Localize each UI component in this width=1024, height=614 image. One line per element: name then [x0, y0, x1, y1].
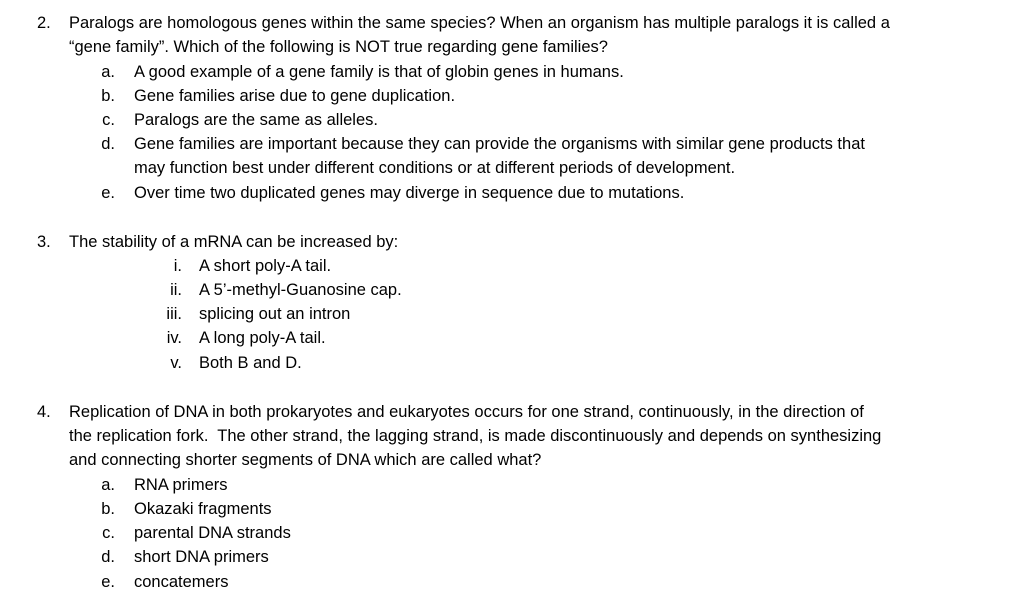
question-text: The stability of a mRNA can be increased by:	[69, 233, 399, 251]
option-label: v.	[170, 354, 182, 372]
option-text: concatemers	[134, 573, 229, 591]
option-label: ii.	[170, 281, 182, 299]
option-text: short DNA primers	[134, 548, 269, 566]
option-label: d.	[101, 135, 115, 153]
option-label: a.	[101, 63, 115, 81]
option-text: Gene families are important because they can provide the organisms with similar gene products that	[134, 135, 865, 153]
option-label: iii.	[166, 305, 182, 323]
question-number: 2.	[37, 14, 51, 32]
question-text: Replication of DNA in both prokaryotes and eukaryotes occurs for one strand, continuously, in the direction of	[69, 403, 864, 421]
option-text: A long poly-A tail.	[199, 329, 326, 347]
option-text: Okazaki fragments	[134, 500, 272, 518]
option-label: b.	[101, 500, 115, 518]
question-text: the replication fork. The other strand, the lagging strand, is made discontinuously and depends on synthesizing	[69, 427, 882, 445]
option-text: may function best under different conditions or at different periods of development.	[134, 159, 736, 177]
option-text: A good example of a gene family is that of globin genes in humans.	[134, 63, 624, 81]
option-label: e.	[101, 184, 115, 202]
question-number: 4.	[37, 403, 51, 421]
option-text: Gene families arise due to gene duplication.	[134, 87, 456, 105]
question-text: and connecting shorter segments of DNA which are called what?	[69, 451, 542, 469]
option-label: e.	[101, 573, 115, 591]
option-label: c.	[102, 111, 115, 129]
option-label: b.	[101, 87, 115, 105]
question-text: “gene family”. Which of the following is NOT true regarding gene families?	[69, 38, 608, 56]
option-text: Both B and D.	[199, 354, 302, 372]
option-text: parental DNA strands	[134, 524, 291, 542]
option-text: A short poly-A tail.	[199, 257, 332, 275]
option-text: Over time two duplicated genes may diverge in sequence due to mutations.	[134, 184, 685, 202]
option-label: c.	[102, 524, 115, 542]
option-label: a.	[101, 476, 115, 494]
option-text: splicing out an intron	[199, 305, 351, 323]
question-text: Paralogs are homologous genes within the same species? When an organism has multiple paralogs it is called a	[69, 14, 890, 32]
option-label: i.	[173, 257, 182, 275]
option-text: RNA primers	[134, 476, 228, 494]
option-label: d.	[101, 548, 115, 566]
option-label: iv.	[166, 329, 182, 347]
question-number: 3.	[37, 233, 51, 251]
option-text: Paralogs are the same as alleles.	[134, 111, 378, 129]
option-text: A 5’-methyl-Guanosine cap.	[199, 281, 402, 299]
